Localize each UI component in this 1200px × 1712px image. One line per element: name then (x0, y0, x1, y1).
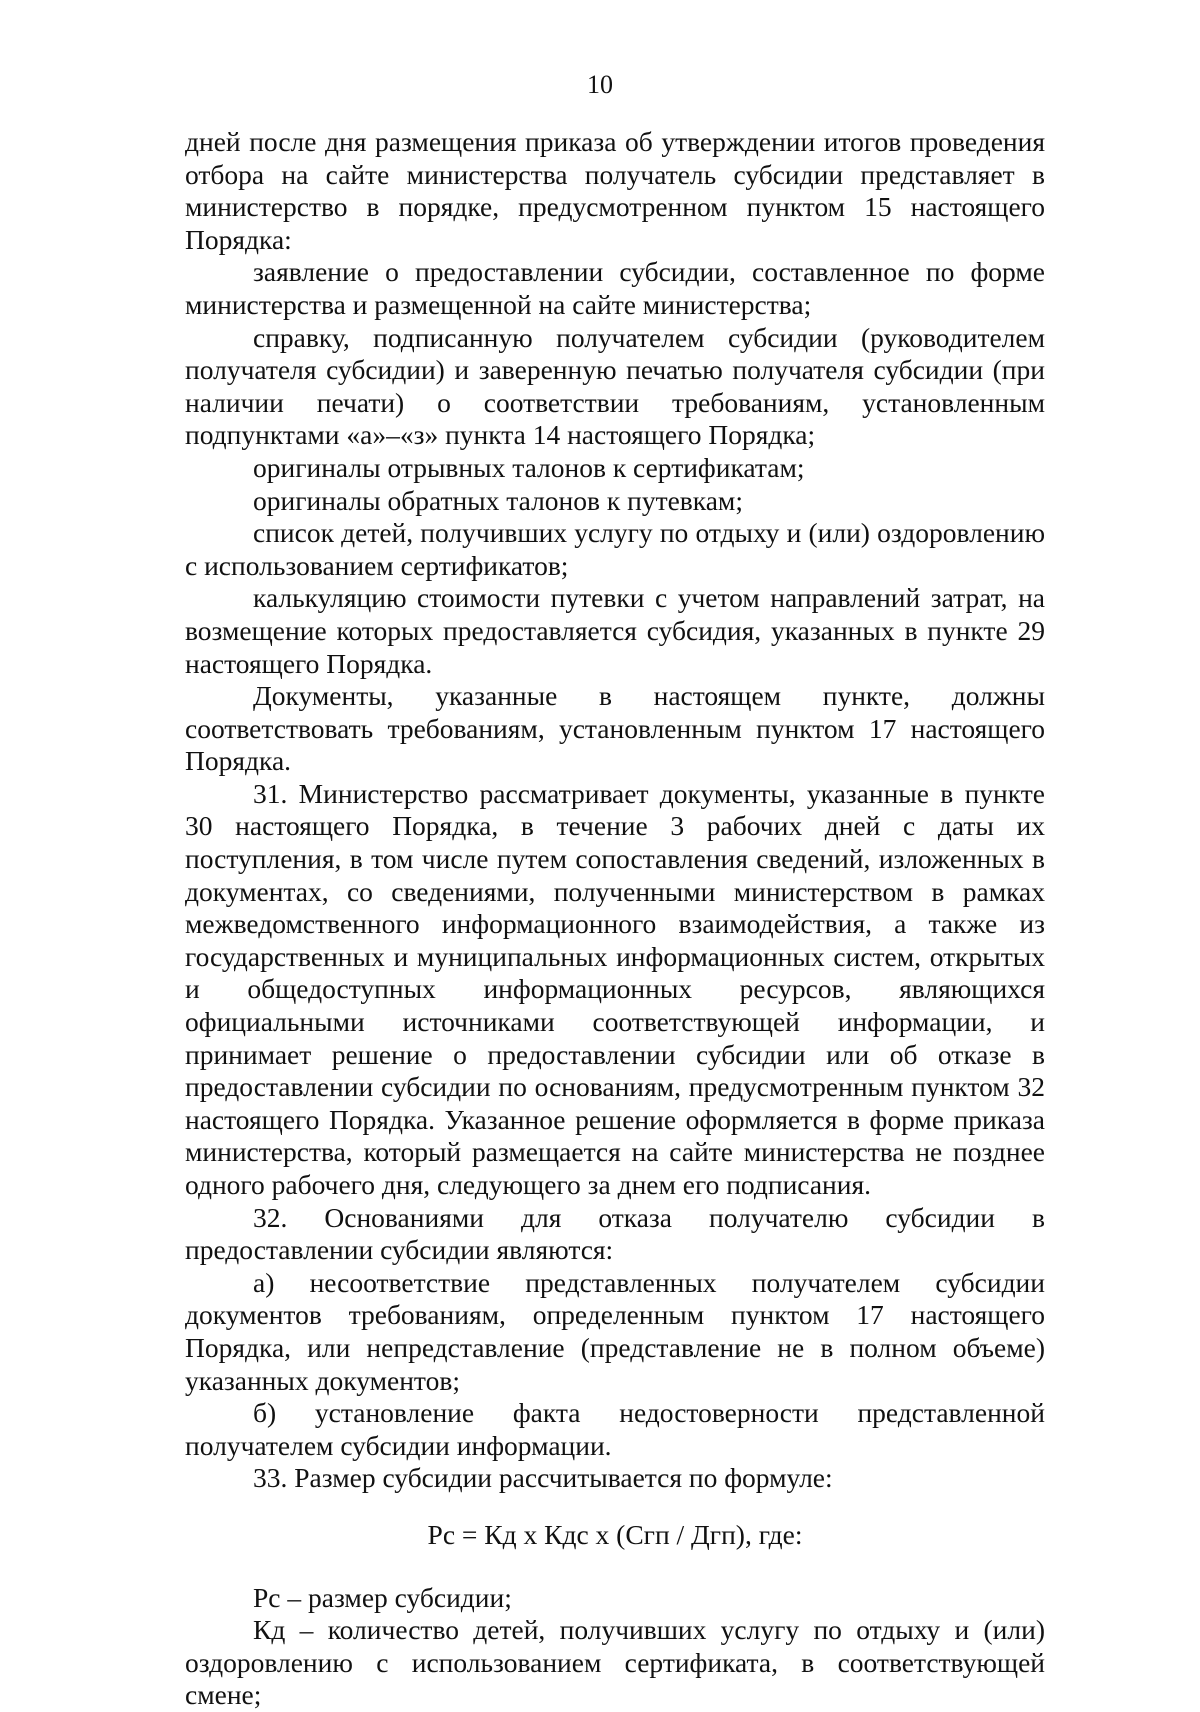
paragraph-continuation: дней после дня размещения приказа об утверждении итогов проведения отбора на сайте министерства получатель субсидии представляет в министерство в порядке, предусмотренном пунктом 15 настоящего Порядка: (185, 126, 1045, 255)
paragraph-cost-calculation: калькуляцию стоимости путевки с учетом направлений затрат, на возмещение которых предоставляется субсидия, указанных в пункте 29 настоящего Порядка. (185, 582, 1045, 679)
paragraph-tear-off-coupons: оригиналы отрывных талонов к сертификатам; (253, 451, 805, 483)
paragraph-documents-requirements: Документы, указанные в настоящем пункте, должны соответствовать требованиям, установленным пунктом 17 настоящего Порядка. (185, 680, 1045, 777)
paragraph-clause-32: 32. Основаниями для отказа получателю субсидии в предоставлении субсидии являются: (185, 1201, 1045, 1266)
paragraph-clause-32-a: а) несоответствие представленных получателем субсидии документов требованиям, определенным пунктом 17 настоящего Порядка, или непредставление (представление не в полном объеме) указанных документов; (185, 1266, 1045, 1396)
paragraph-clause-32-b: б) установление факта недостоверности представленной получателем субсидии информации. (185, 1397, 1045, 1461)
document-body (185, 126, 1045, 1712)
paragraph-return-coupons: оригиналы обратных талонов к путевкам; (253, 484, 743, 516)
subsidy-formula: Рс = Кд х Кдс х (Сгп / Дгп), где: (427, 1518, 803, 1550)
paragraph-certificate: справку, подписанную получателем субсидии (руководителем получателя субсидии) и заверенную печатью получателя субсидии (при наличии печати) о соответствии требованиям, установленным подпунктами «а»–«з» пункта 14 настоящего Порядка; (185, 321, 1045, 451)
paragraph-children-list: список детей, получивших услугу по отдыху и (или) оздоровлению с использованием сертификатов; (185, 517, 1045, 581)
page-number: 10 (587, 70, 613, 99)
paragraph-clause-33: 33. Размер субсидии рассчитывается по формуле: (253, 1462, 833, 1494)
paragraph-clause-31: 31. Министерство рассматривает документы, указанные в пункте 30 настоящего Порядка, в течение 3 рабочих дней с даты их поступления, в том числе путем сопоставления сведений, изложенных в документах, со сведениями, полученными министерством в рамках межведомственного информационного взаимодействия, а также из государственных и муниципальных информационных систем, открытых и общедоступных информационных ресурсов, являющихся официальными источниками соответствующей информации, и принимает решение о предоставлении субсидии или об отказе в предоставлении субсидии по основаниям, предусмотренным пунктом 32 настоящего Порядка. Указанное решение оформляется в форме приказа министерства, который размещается на сайте министерства не позднее одного рабочего дня, следующего за днем его подписания. (185, 777, 1045, 1200)
paragraph-application: заявление о предоставлении субсидии, составленное по форме министерства и размещенной на сайте министерства; (185, 256, 1045, 320)
definition-kd: Кд – количество детей, получивших услугу по отдыху и (или) оздоровлению с использованием сертификата, в соответствующей смене; (185, 1614, 1045, 1711)
definition-rs: Рс – размер субсидии; (253, 1581, 512, 1613)
